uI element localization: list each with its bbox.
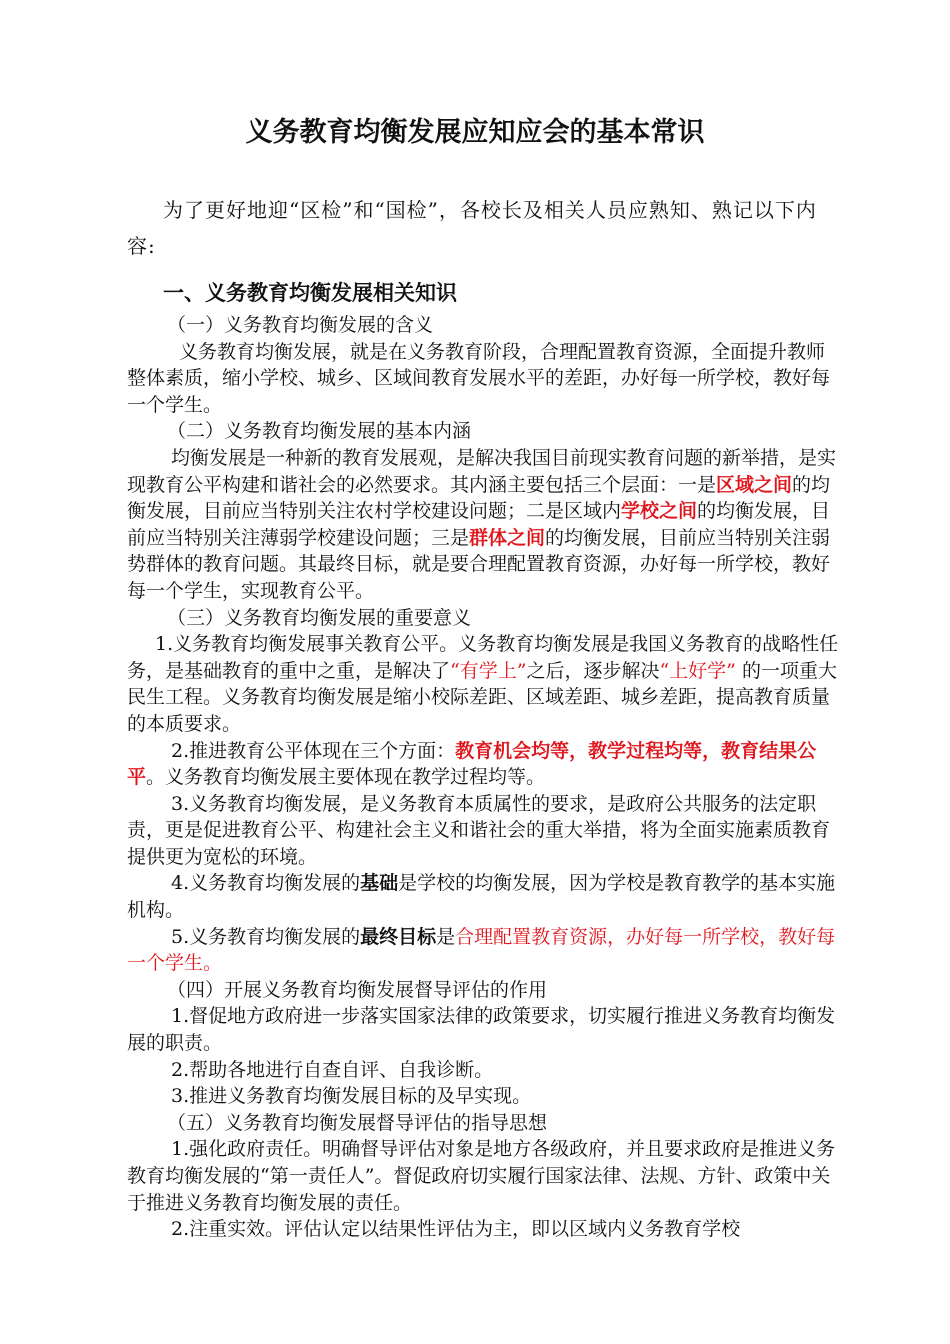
highlight-text: “上好学”	[659, 659, 736, 682]
text-run: 之后，逐步解决	[526, 659, 660, 682]
highlight-text: “有学上”	[450, 659, 527, 682]
highlight-text: 群体之间	[469, 526, 546, 549]
subsection-2-heading: （二）义务教育均衡发展的基本内涵	[167, 420, 472, 443]
role-item-2: 2.帮助各地进行自查自评、自我诊断。	[171, 1058, 494, 1081]
text-run: 的均衡发展，目前应当特别关注弱势群体的教育问题。其最终目标，就是要合理配置教育资源，办好每一所学校，教好每一个学生，实现教育公平。	[127, 526, 831, 602]
text-run: 5.义务教育均衡发展的	[171, 925, 361, 948]
section-1-heading: 一、义务教育均衡发展相关知识	[163, 280, 457, 305]
significance-item-2	[127, 738, 839, 791]
highlight-text: 教育机会均等，教学过程均等，教育结果公平	[127, 739, 817, 789]
document-body	[127, 276, 839, 1243]
subsection-4-heading: （四）开展义务教育均衡发展督导评估的作用	[167, 978, 548, 1001]
text-run: 是	[436, 925, 456, 948]
text-run: 均衡发展是一种新的教育发展观，是解决我国目前现实教育问题的新举措，是实现教育公平构建和谐社会的必然要求。其内涵主要包括三个层面：一是	[127, 446, 837, 496]
text-run: 。义务教育均衡发展主要体现在教学过程均等。	[146, 766, 546, 789]
text-run: 是学校的均衡发展，因为学校是教育教学的基本实施机构。	[127, 872, 836, 922]
highlight-text: 区域之间	[716, 473, 793, 496]
subsection-5-heading: （五）义务教育均衡发展督导评估的指导思想	[167, 1111, 548, 1134]
highlight-text: 。	[203, 952, 223, 975]
subsection-1-heading: （一）义务教育均衡发展的含义	[167, 314, 434, 336]
intro-paragraph: 为了更好地迎“区检”和“国检”，各校长及相关人员应熟知、熟记以下内容:	[127, 198, 817, 258]
text-run: 的均衡发展，目前应当特别关注薄弱学校建设问题；三是	[127, 500, 831, 549]
subsection-1-text: 义务教育均衡发展，就是在义务教育阶段，合理配置教育资源，全面提升教师整体素质，缩小学校、城乡、区域间教育发展水平的差距，办好每一所学校，教好每一个学生。	[127, 340, 831, 416]
text-run: 的均衡发展，目前应当特别关注农村学校建设问题；二是区域内	[127, 473, 831, 523]
significance-item-1	[127, 631, 839, 737]
significance-item-5	[127, 924, 839, 977]
guideline-item-2: 2.注重实效。评估认定以结果性评估为主，即以区域内义务教育学校	[171, 1218, 741, 1241]
role-item-1: 1.督促地方政府进一步落实国家法律的政策要求，切实履行推进义务教育均衡发展的职责。	[127, 1005, 836, 1055]
subsection-3-heading: （三）义务教育均衡发展的重要意义	[167, 606, 472, 629]
significance-item-3: 3.义务教育均衡发展，是义务教育本质属性的要求，是政府公共服务的法定职责，更是促进教育公平、构建社会主义和谐社会的重大举措，将为全面实施素质教育提供更为宽松的环境。	[127, 792, 831, 868]
guideline-item-1: 1.强化政府责任。明确督导评估对象是地方各级政府，并且要求政府是推进义务教育均衡发展的“第一责任人”。督促政府切实履行国家法律、法规、方针、政策中关于推进义务教育均衡发展的责任。	[127, 1138, 836, 1214]
highlight-text: 合理配置教育资源，办好每一所学校，教好每一个学生	[127, 925, 836, 975]
highlight-text: 学校之间	[621, 500, 698, 523]
text-run: 2.推进教育公平体现在三个方面：	[171, 739, 456, 762]
document-title: 义务教育均衡发展应知应会的基本常识	[245, 117, 705, 148]
significance-item-4	[127, 870, 839, 923]
text-run: 4.义务教育均衡发展的	[171, 872, 361, 895]
text-run: 1.义务教育均衡发展事关教育公平。义务教育均衡发展是我国义务教育的战略性任务，是基础教育的重中之重，是解决了	[127, 633, 839, 682]
bold-text: 基础	[360, 872, 399, 895]
role-item-3: 3.推进义务教育均衡发展目标的及早实现。	[171, 1085, 532, 1108]
text-run: 的一项重大民生工程。义务教育均衡发展是缩小校际差距、区域差距、城乡差距，提高教育质量的本质要求。	[127, 659, 837, 735]
subsection-2-text	[127, 445, 839, 605]
bold-text: 最终目标	[360, 925, 437, 948]
